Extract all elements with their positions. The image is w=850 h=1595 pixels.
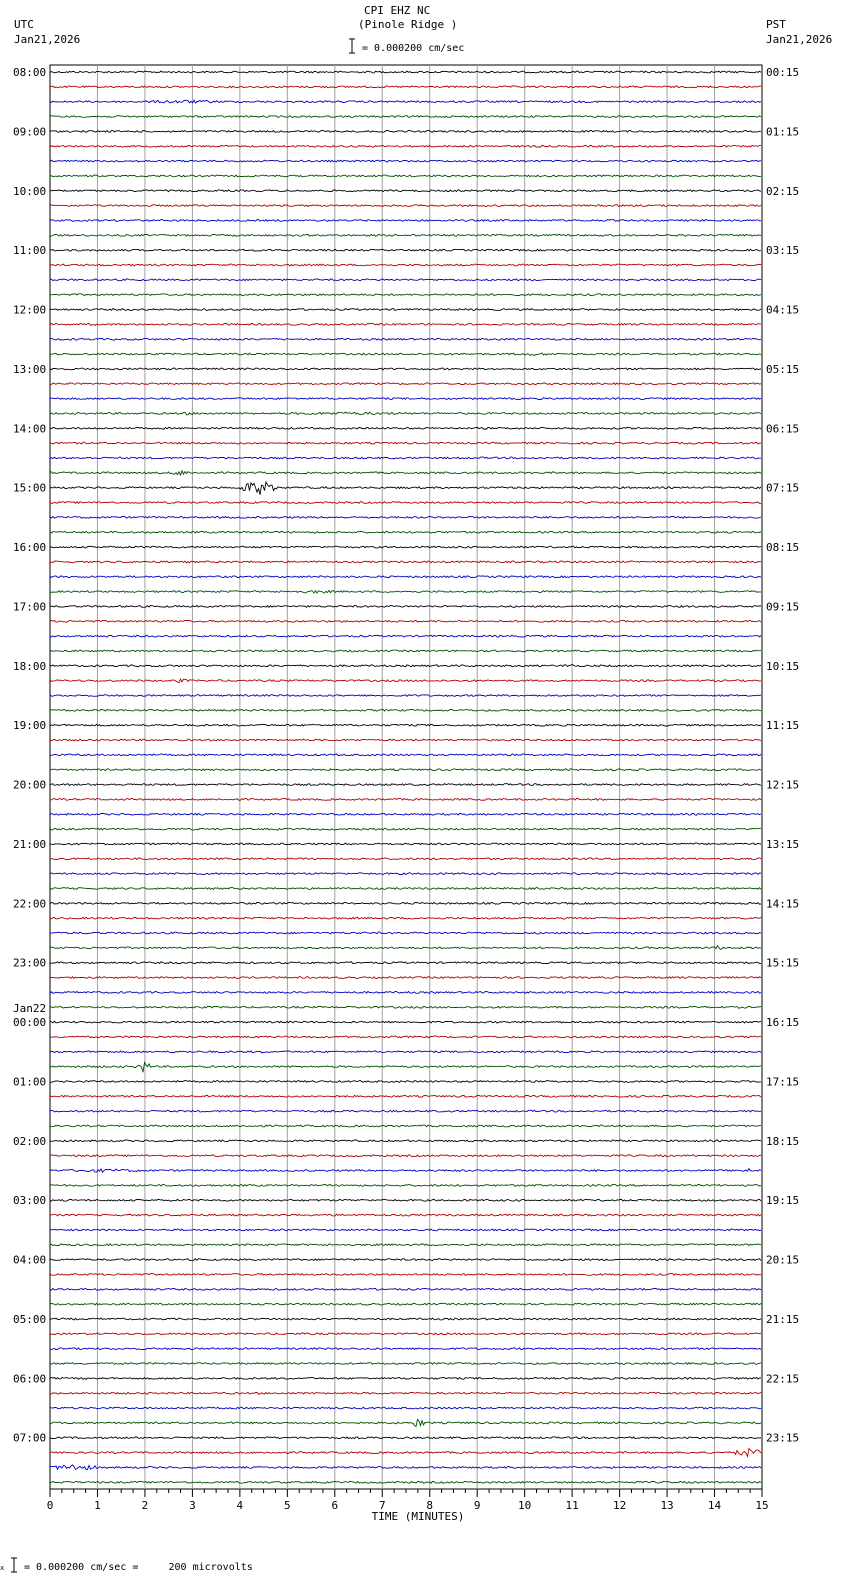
trace-line bbox=[50, 249, 761, 251]
trace-line bbox=[50, 1392, 761, 1394]
utc-hour-label: 01:00 bbox=[13, 1075, 47, 1089]
trace-line bbox=[50, 650, 761, 652]
station-location: (Pinole Ridge ) bbox=[358, 18, 458, 31]
trace-line bbox=[50, 116, 761, 118]
x-tick-label: 13 bbox=[660, 1499, 674, 1512]
pst-hour-label: 06:15 bbox=[766, 422, 800, 436]
trace-line bbox=[50, 858, 761, 860]
trace-line bbox=[50, 1378, 761, 1380]
trace-line bbox=[50, 412, 761, 415]
scale-label: = 0.000200 cm/sec bbox=[362, 43, 465, 54]
pst-hour-label: 18:15 bbox=[766, 1134, 800, 1148]
pst-hour-label: 15:15 bbox=[766, 956, 800, 970]
utc-hour-label: 21:00 bbox=[13, 837, 47, 851]
svg-text:x: x bbox=[0, 1564, 5, 1572]
x-tick-label: 10 bbox=[518, 1499, 532, 1512]
trace-line bbox=[50, 175, 761, 177]
utc-hour-label: 05:00 bbox=[13, 1312, 47, 1326]
utc-hour-label: 22:00 bbox=[13, 897, 47, 911]
trace-line bbox=[50, 695, 761, 697]
trace-line bbox=[50, 205, 761, 207]
date-change-label: Jan22 bbox=[13, 1002, 47, 1016]
trace-line bbox=[50, 324, 761, 326]
utc-hour-label: 14:00 bbox=[13, 422, 47, 436]
trace-line bbox=[50, 946, 761, 950]
pst-hour-label: 02:15 bbox=[766, 184, 800, 198]
x-tick-label: 14 bbox=[707, 1499, 722, 1512]
utc-hour-label: 23:00 bbox=[13, 956, 47, 970]
trace-line bbox=[50, 590, 761, 593]
trace-line bbox=[50, 294, 761, 296]
station-title: CPI EHZ NC bbox=[364, 4, 431, 17]
trace-line bbox=[50, 606, 761, 608]
pst-hour-label: 21:15 bbox=[766, 1312, 800, 1326]
pst-hour-label: 07:15 bbox=[766, 481, 800, 495]
x-tick-label: 11 bbox=[565, 1499, 579, 1512]
trace-line bbox=[50, 1095, 761, 1097]
trace-line bbox=[50, 279, 761, 281]
trace-line bbox=[50, 873, 761, 875]
trace-line bbox=[50, 1199, 761, 1201]
trace-line bbox=[50, 1259, 761, 1261]
trace-line bbox=[50, 457, 761, 459]
x-axis-label: TIME (MINUTES) bbox=[371, 1510, 465, 1523]
trace-line bbox=[50, 1333, 761, 1335]
pst-hour-label: 03:15 bbox=[766, 244, 800, 258]
trace-line bbox=[50, 665, 761, 667]
utc-hour-label: 07:00 bbox=[13, 1431, 47, 1445]
x-tick-label: 0 bbox=[46, 1499, 54, 1512]
trace-line bbox=[50, 398, 761, 400]
x-tick-label: 5 bbox=[284, 1499, 291, 1512]
utc-hour-label: 12:00 bbox=[13, 303, 47, 317]
trace-line bbox=[50, 86, 761, 88]
trace-line bbox=[50, 754, 761, 756]
trace-line bbox=[50, 828, 761, 830]
pst-hour-label: 08:15 bbox=[766, 541, 800, 555]
trace-line bbox=[50, 1274, 761, 1276]
pst-hour-label: 13:15 bbox=[766, 837, 800, 851]
trace-line bbox=[50, 1229, 761, 1231]
utc-hour-label: 00:00 bbox=[13, 1016, 47, 1030]
left-date: Jan21,2026 bbox=[14, 33, 81, 46]
trace-line bbox=[50, 576, 761, 578]
trace-line bbox=[50, 709, 761, 711]
trace-line bbox=[50, 1303, 761, 1305]
trace-line bbox=[50, 1185, 761, 1187]
utc-hour-label: 10:00 bbox=[13, 184, 47, 198]
pst-hour-label: 20:15 bbox=[766, 1253, 800, 1267]
pst-hour-label: 16:15 bbox=[766, 1016, 800, 1030]
trace-line bbox=[50, 620, 761, 622]
pst-hour-label: 09:15 bbox=[766, 600, 800, 614]
trace-line bbox=[50, 471, 761, 475]
trace-line bbox=[50, 1407, 761, 1409]
trace-line bbox=[50, 1169, 761, 1173]
trace-line bbox=[50, 427, 761, 429]
trace-line bbox=[50, 917, 761, 919]
trace-line bbox=[50, 1155, 761, 1157]
trace-line bbox=[50, 1140, 761, 1142]
trace-line bbox=[50, 1006, 761, 1008]
utc-hour-label: 16:00 bbox=[13, 541, 47, 555]
trace-line bbox=[50, 813, 761, 815]
trace-line bbox=[50, 1036, 761, 1038]
trace-line bbox=[50, 1063, 761, 1073]
trace-line bbox=[50, 1288, 761, 1290]
trace-line bbox=[50, 977, 761, 979]
utc-hour-label: 17:00 bbox=[13, 600, 47, 614]
utc-hour-label: 06:00 bbox=[13, 1372, 47, 1386]
pst-hour-label: 05:15 bbox=[766, 362, 800, 376]
trace-line bbox=[50, 100, 761, 103]
trace-line bbox=[50, 353, 761, 356]
trace-line bbox=[50, 724, 761, 726]
trace-line bbox=[50, 888, 761, 890]
x-tick-label: 2 bbox=[141, 1499, 149, 1512]
trace-line bbox=[50, 561, 761, 563]
trace-line bbox=[50, 1465, 761, 1470]
trace-line bbox=[50, 843, 761, 845]
trace-line bbox=[50, 442, 761, 444]
utc-hour-label: 04:00 bbox=[13, 1253, 47, 1267]
trace-line bbox=[50, 1363, 761, 1365]
utc-hour-label: 03:00 bbox=[13, 1194, 47, 1208]
trace-line bbox=[50, 160, 761, 162]
pst-hour-label: 10:15 bbox=[766, 659, 800, 673]
trace-line bbox=[50, 1021, 761, 1023]
trace-line bbox=[50, 784, 761, 786]
x-tick-label: 4 bbox=[236, 1499, 244, 1512]
footer-scale bbox=[0, 1562, 253, 1595]
trace-line bbox=[50, 1481, 761, 1483]
trace-line bbox=[50, 383, 761, 385]
x-tick-label: 6 bbox=[331, 1499, 339, 1512]
pst-hour-label: 17:15 bbox=[766, 1075, 800, 1089]
utc-hour-label: 18:00 bbox=[13, 659, 47, 673]
trace-line bbox=[50, 1348, 761, 1350]
x-tick-label: 8 bbox=[426, 1499, 434, 1512]
trace-line bbox=[50, 131, 761, 133]
pst-hour-label: 12:15 bbox=[766, 778, 800, 792]
trace-line bbox=[50, 1214, 761, 1216]
trace-line bbox=[50, 1110, 761, 1112]
trace-line bbox=[50, 739, 761, 741]
trace-line bbox=[50, 1449, 761, 1457]
trace-line bbox=[50, 338, 761, 340]
trace-line bbox=[50, 962, 761, 964]
trace-line bbox=[50, 932, 761, 934]
trace-line bbox=[50, 679, 761, 683]
trace-line bbox=[50, 517, 761, 519]
x-tick-label: 3 bbox=[189, 1499, 196, 1512]
trace-line bbox=[50, 1081, 761, 1083]
trace-line bbox=[50, 769, 761, 771]
trace-line bbox=[50, 799, 761, 801]
footer-scale-text: = 0.000200 cm/sec = 200 microvolts bbox=[24, 1562, 253, 1573]
trace-line bbox=[50, 1051, 761, 1053]
pst-hour-label: 22:15 bbox=[766, 1372, 800, 1386]
pst-hour-label: 14:15 bbox=[766, 897, 800, 911]
utc-hour-label: 13:00 bbox=[13, 362, 47, 376]
right-timezone: PST bbox=[766, 18, 786, 31]
utc-hour-label: 02:00 bbox=[13, 1134, 47, 1148]
trace-line bbox=[50, 234, 761, 236]
trace-line bbox=[50, 1125, 761, 1127]
utc-hour-label: 11:00 bbox=[13, 244, 47, 258]
x-tick-label: 15 bbox=[755, 1499, 769, 1512]
pst-hour-label: 23:15 bbox=[766, 1431, 800, 1445]
trace-line bbox=[50, 531, 761, 533]
trace-line bbox=[50, 309, 761, 311]
trace-line bbox=[50, 368, 761, 370]
trace-line bbox=[50, 1318, 761, 1320]
trace-line bbox=[50, 902, 761, 904]
trace-line bbox=[50, 482, 761, 495]
utc-hour-label: 08:00 bbox=[13, 66, 47, 79]
trace-line bbox=[50, 220, 761, 222]
trace-line bbox=[50, 546, 761, 548]
scale-bar-icon bbox=[349, 39, 355, 53]
utc-hour-label: 09:00 bbox=[13, 125, 47, 139]
trace-line bbox=[50, 635, 761, 637]
trace-line bbox=[50, 145, 761, 147]
x-tick-label: 9 bbox=[473, 1499, 481, 1512]
utc-hour-label: 19:00 bbox=[13, 719, 47, 733]
pst-hour-label: 00:15 bbox=[766, 66, 800, 79]
utc-hour-label: 20:00 bbox=[13, 778, 47, 792]
pst-hour-label: 04:15 bbox=[766, 303, 800, 317]
x-tick-label: 7 bbox=[378, 1499, 386, 1512]
pst-hour-label: 19:15 bbox=[766, 1194, 800, 1208]
pst-hour-label: 11:15 bbox=[766, 719, 800, 733]
right-date: Jan21,2026 bbox=[766, 33, 833, 46]
left-timezone: UTC bbox=[14, 18, 34, 31]
x-tick-label: 12 bbox=[612, 1499, 627, 1512]
trace-line bbox=[50, 992, 761, 994]
trace-line bbox=[50, 190, 761, 192]
utc-hour-label: 15:00 bbox=[13, 481, 47, 495]
trace-line bbox=[50, 1437, 761, 1439]
trace-line bbox=[50, 1419, 761, 1426]
trace-line bbox=[50, 1244, 761, 1246]
trace-line bbox=[50, 502, 761, 504]
pst-hour-label: 01:15 bbox=[766, 125, 800, 139]
x-tick-label: 1 bbox=[94, 1499, 101, 1512]
trace-line bbox=[50, 71, 761, 73]
trace-line bbox=[50, 264, 761, 266]
